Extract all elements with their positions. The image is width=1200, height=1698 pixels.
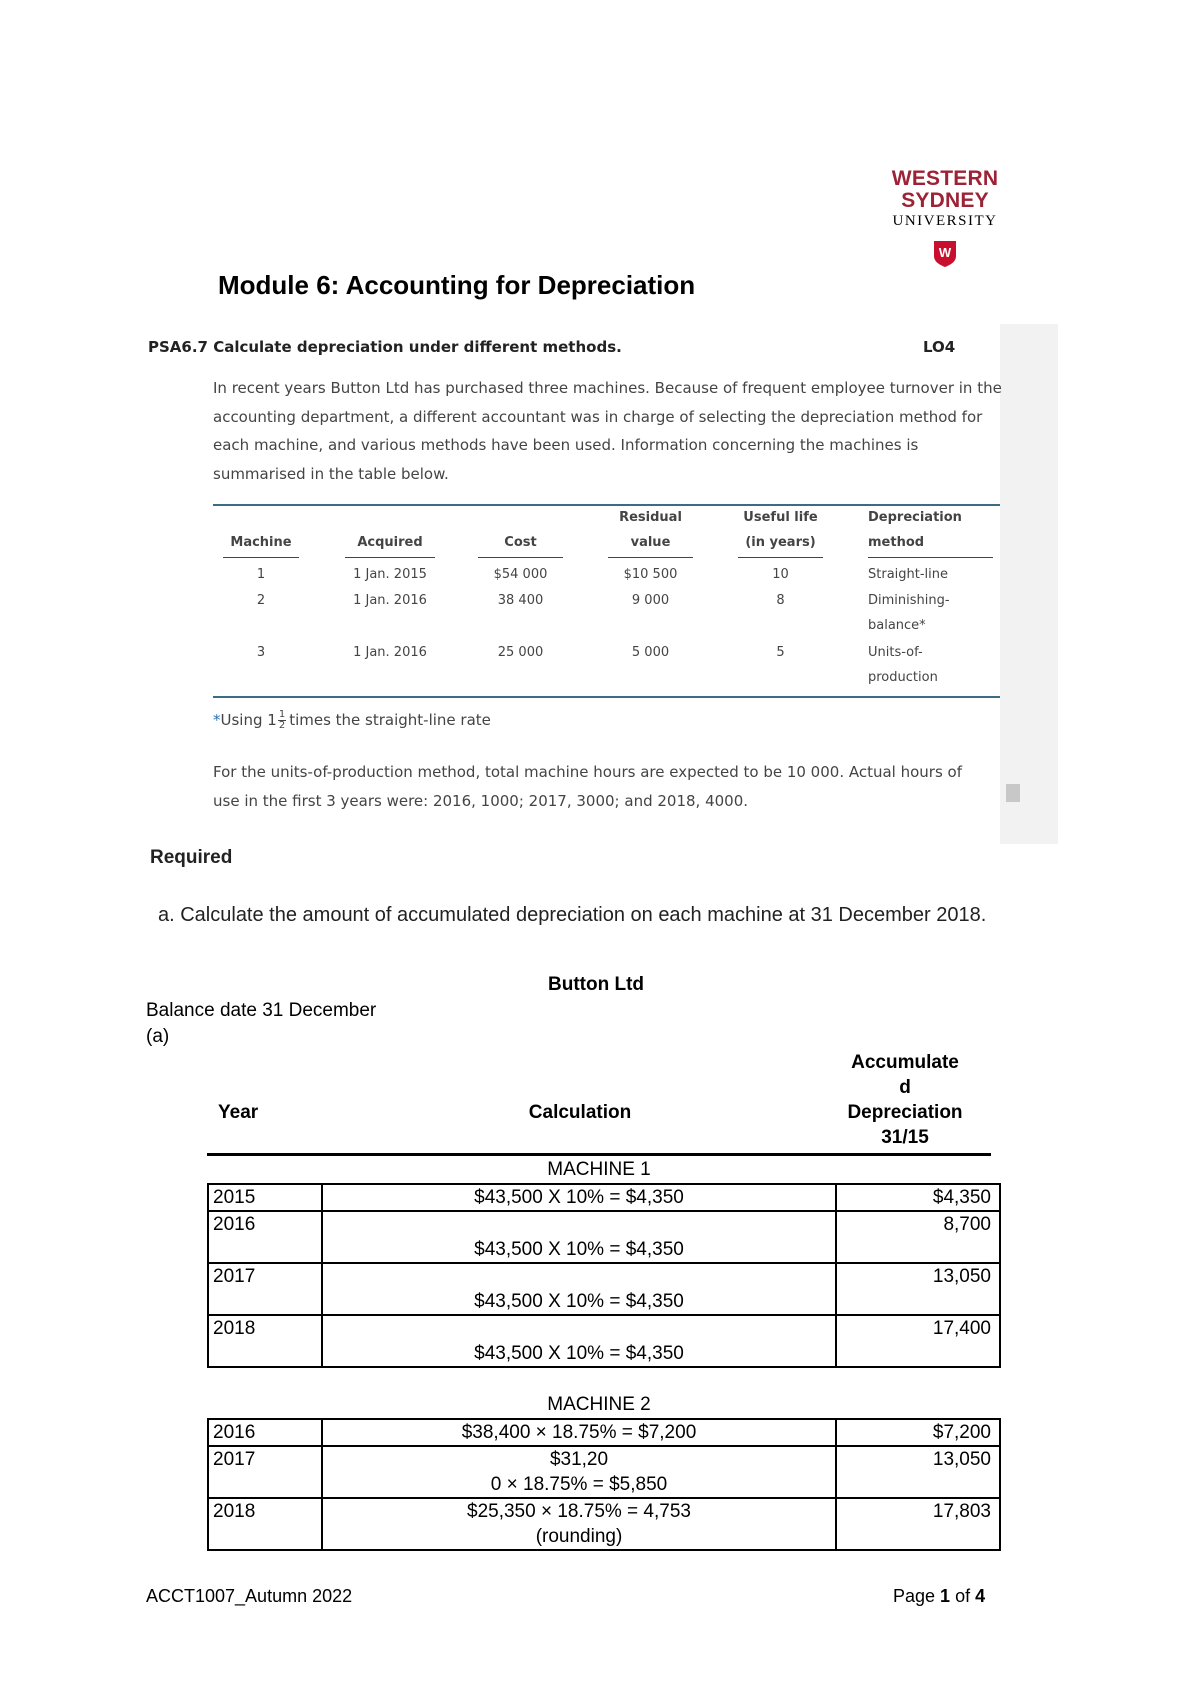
- footer-page-mid: of: [950, 1586, 976, 1606]
- cell-machine: 1: [256, 567, 266, 582]
- cell-method-2: production: [868, 670, 938, 685]
- logo-line-2: UNIVERSITY: [892, 213, 998, 229]
- shield-icon: [933, 240, 957, 268]
- cell-machine: 3: [256, 645, 266, 660]
- cell-acc: $4,350: [836, 1184, 1000, 1211]
- cell-life: 5: [776, 645, 785, 660]
- cell-calc: $43,500 X 10% = $4,350: [322, 1184, 836, 1211]
- question-a: a. Calculate the amount of accumulated depreciation on each machine at 31 December 2018.: [158, 904, 987, 926]
- machine-row: [213, 640, 1000, 696]
- logo-line-1: WESTERN SYDNEY: [891, 167, 999, 212]
- footer-page-total: 4: [975, 1586, 986, 1606]
- cell-calc: $43,500 X 10% = $4,350: [322, 1315, 836, 1367]
- company-name: Button Ltd: [548, 974, 645, 995]
- header-life-1: Useful life: [743, 510, 818, 525]
- header-acquired: Acquired: [345, 530, 435, 558]
- machine-row: [213, 588, 1000, 640]
- header-cost: Cost: [478, 530, 563, 558]
- footer-page: [893, 1586, 985, 1607]
- col-header-acc: [830, 1050, 980, 1150]
- cell-calc: [322, 1498, 836, 1550]
- cell-life: 10: [772, 567, 789, 582]
- header-machine: Machine: [223, 530, 299, 558]
- machine-row: [213, 562, 1000, 588]
- cell-acc: 17,400: [836, 1315, 1000, 1367]
- balance-date: Balance date 31 December: [146, 1000, 377, 1021]
- cell-calc: [322, 1446, 836, 1498]
- footnote-star: *: [213, 711, 221, 729]
- cell-acc: $7,200: [836, 1419, 1000, 1446]
- part-label: (a): [146, 1026, 170, 1047]
- table-row: [208, 1446, 1000, 1498]
- header-method: [868, 505, 993, 558]
- exercise-intro: In recent years Button Ltd has purchased three machines. Because of frequent employee turnover in the accounting department, a different accountant was in charge of selecting the depreciation method for each machine, and various methods have been used. Information concerning the machines is summarised in the table below.: [213, 379, 1002, 483]
- cell-calc: $38,400 × 18.75% = $7,200: [322, 1419, 836, 1446]
- cell-calc: $43,500 X 10% = $4,350: [322, 1211, 836, 1263]
- cell-machine: 2: [256, 593, 266, 608]
- footnote: [213, 710, 491, 731]
- machines-table-header: [213, 506, 1000, 562]
- cell-method: [868, 640, 998, 690]
- header-life-2: (in years): [745, 535, 816, 550]
- cell-acc: 8,700: [836, 1211, 1000, 1263]
- header-residual-2: value: [630, 535, 671, 550]
- header-residual-1: Residual: [619, 510, 682, 525]
- exercise-code: PSA6.7 Calculate depreciation under different methods.: [148, 338, 622, 356]
- cell-calc-line-2: 0 × 18.75% = $5,850: [490, 1474, 668, 1495]
- exercise-snippet: [148, 324, 1058, 844]
- fraction-denominator: 2: [278, 720, 286, 731]
- cell-acquired: 1 Jan. 2016: [353, 593, 427, 608]
- machine-1-label: MACHINE 1: [547, 1159, 651, 1180]
- cell-calc-line-1: $31,20: [549, 1449, 609, 1470]
- cell-acquired: 1 Jan. 2016: [353, 645, 427, 660]
- cell-year: 2016: [208, 1419, 322, 1446]
- required-heading: Required: [150, 847, 233, 868]
- cell-year: 2017: [208, 1263, 322, 1315]
- cell-acc: 13,050: [836, 1263, 1000, 1315]
- fraction: [278, 710, 286, 731]
- cell-residual: 5 000: [631, 645, 670, 660]
- learning-objective: LO4: [923, 338, 956, 356]
- col-header-acc-1: Accumulate: [851, 1052, 959, 1073]
- footer-course: ACCT1007_Autumn 2022: [146, 1586, 353, 1606]
- machine-1-table: [207, 1183, 1001, 1368]
- footer-page-pre: Page: [893, 1586, 941, 1606]
- cell-method-2[interactable]: balance*: [868, 618, 926, 633]
- footnote-pre: Using 1: [220, 711, 277, 729]
- cell-year: 2016: [208, 1211, 322, 1263]
- cell-calc-line-1: $25,350 × 18.75% = 4,753: [467, 1501, 691, 1522]
- header-method-2: method: [868, 535, 925, 550]
- col-header-acc-4: 31/15: [881, 1127, 929, 1148]
- cell-cost: 25 000: [497, 645, 544, 660]
- machine-2-table: [207, 1418, 1001, 1551]
- fraction-numerator: 1: [278, 709, 286, 720]
- machines-table: [213, 504, 1000, 698]
- col-header-acc-2: d: [899, 1077, 911, 1098]
- cell-year: 2018: [208, 1498, 322, 1550]
- page-title: Module 6: Accounting for Depreciation: [218, 270, 696, 300]
- snippet-scrollbar[interactable]: [1000, 324, 1058, 844]
- university-logo: [850, 168, 1040, 268]
- cell-method: [868, 588, 998, 638]
- cell-cost: 38 400: [497, 593, 544, 608]
- table-row: [208, 1315, 1000, 1367]
- shield-letter: W: [938, 245, 952, 260]
- table-row: [208, 1419, 1000, 1446]
- cell-residual: 9 000: [631, 593, 670, 608]
- col-header-calc: Calculation: [528, 1102, 632, 1123]
- col-header-year: Year: [218, 1102, 259, 1123]
- header-life: [738, 505, 823, 558]
- cell-life: 8: [776, 593, 785, 608]
- cell-year: 2015: [208, 1184, 322, 1211]
- table-row: [208, 1263, 1000, 1315]
- cell-method-1: Units-of-: [868, 645, 923, 660]
- cell-year: 2017: [208, 1446, 322, 1498]
- table-row: [208, 1211, 1000, 1263]
- machine-2-label: MACHINE 2: [547, 1394, 651, 1415]
- cell-year: 2018: [208, 1315, 322, 1367]
- footer-page-number: 1: [940, 1586, 951, 1606]
- cell-method-1: Diminishing-: [868, 593, 950, 608]
- header-method-1: Depreciation: [868, 510, 962, 525]
- cell-acc: 13,050: [836, 1446, 1000, 1498]
- scrollbar-thumb[interactable]: [1006, 784, 1020, 802]
- cell-cost: $54 000: [493, 567, 548, 582]
- cell-calc: $43,500 X 10% = $4,350: [322, 1263, 836, 1315]
- table-row: [208, 1184, 1000, 1211]
- cell-acquired: 1 Jan. 2015: [353, 567, 427, 582]
- cell-acc: 17,803: [836, 1498, 1000, 1550]
- table-row: [208, 1498, 1000, 1550]
- footnote-post: times the straight-line rate: [289, 711, 491, 729]
- col-header-acc-3: Depreciation: [847, 1102, 963, 1123]
- header-rule: [207, 1153, 991, 1156]
- cell-calc-line-2: (rounding): [535, 1526, 623, 1547]
- units-text: For the units-of-production method, total machine hours are expected to be 10 000. Actual hours of use in the first 3 years were: 2016, 1000; 2017, 3000; and 2018, 4000.: [213, 763, 963, 810]
- header-residual: [608, 505, 693, 558]
- cell-method: Straight-line: [868, 567, 949, 582]
- cell-residual: $10 500: [623, 567, 678, 582]
